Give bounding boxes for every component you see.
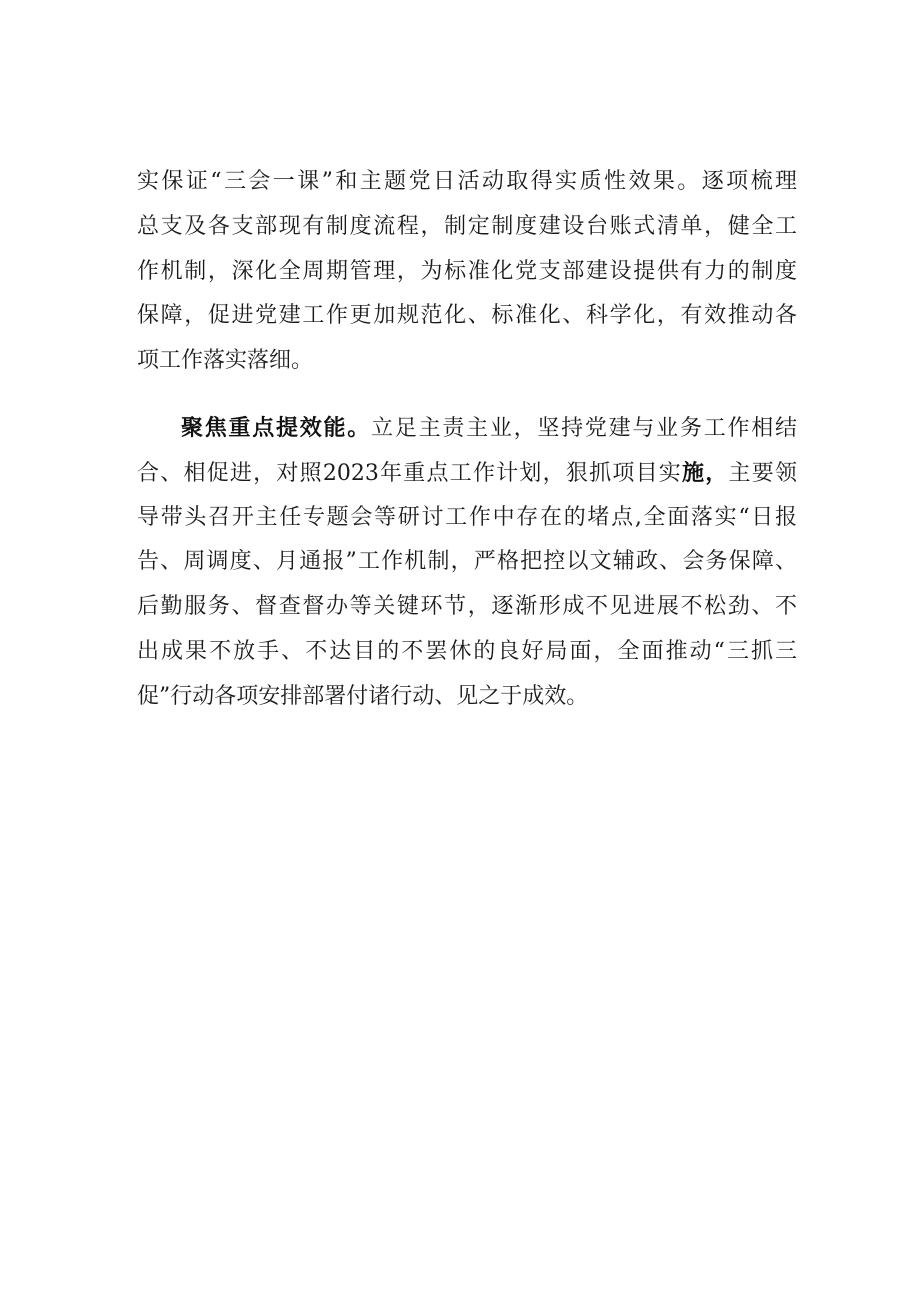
text-run: 主要领 xyxy=(728,460,797,486)
text-line: 保障，促进党建工作更加规范化、标准化、科学化，有效推动各 xyxy=(137,303,797,329)
bold-text-run: 施， xyxy=(682,459,729,486)
text-line: 出成果不放手、不达目的不罢休的良好局面，全面推动“三抓三 xyxy=(137,638,797,664)
section-heading: 聚焦重点提效能。 xyxy=(181,414,372,441)
text-line: 告、周调度、月通报”工作机制，严格把控以文辅政、会务保障、 xyxy=(137,549,797,575)
text-line: 促”行动各项安排部署付诸行动、见之于成效。 xyxy=(137,683,589,709)
text-line xyxy=(137,451,797,496)
text-line: 作机制，深化全周期管理，为标准化党支部建设提供有力的制度 xyxy=(137,258,797,284)
text-run: 立足主责主业，坚持党建与业务工作相结 xyxy=(371,415,797,441)
text-line: 实保证“三会一课”和主题党日活动取得实质性效果。逐项梳理 xyxy=(137,169,797,194)
text-run: 合、相促进，对照2023年重点工作计划，狠抓项目实 xyxy=(137,460,683,486)
paragraph-spacer xyxy=(137,384,797,406)
text-line: 后勤服务、督查督办等关键环节，逐渐形成不见进展不松劲、不 xyxy=(137,594,797,620)
document-body xyxy=(137,160,797,720)
paragraph-focus-efficiency xyxy=(137,406,797,720)
text-line: 导带头召开主任专题会等研讨工作中存在的堵点,全面落实“日报 xyxy=(137,504,797,530)
paragraph-institution-building xyxy=(137,160,797,384)
text-line: 总支及各支部现有制度流程，制定制度建设台账式清单，健全工 xyxy=(137,213,797,239)
text-line xyxy=(137,406,797,451)
text-line: 项工作落实落细。 xyxy=(137,348,314,374)
